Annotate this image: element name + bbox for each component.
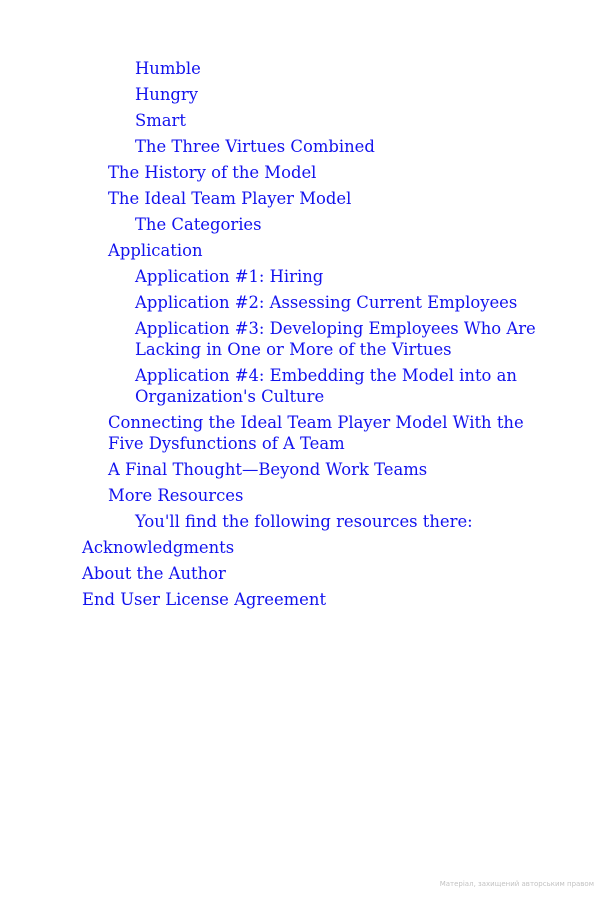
toc-item-ideal-team-player-model <box>0 188 600 209</box>
toc-link[interactable]: The Ideal Team Player Model <box>108 189 352 208</box>
toc-link[interactable]: Connecting the Ideal Team Player Model With the Five Dysfunctions of A Team <box>108 413 524 453</box>
toc-link[interactable]: You'll find the following resources there: <box>135 512 473 531</box>
toc-item-about-author <box>0 563 600 584</box>
toc-item-smart <box>0 110 600 131</box>
toc-link[interactable]: Application <box>108 241 203 260</box>
toc-link[interactable]: Application #1: Hiring <box>135 267 324 286</box>
toc-item-eula <box>0 589 600 610</box>
toc-link[interactable]: Hungry <box>135 85 198 104</box>
toc-item-acknowledgments <box>0 537 600 558</box>
toc-link[interactable]: Application #2: Assessing Current Employees <box>135 293 518 312</box>
toc-link[interactable]: The Categories <box>135 215 262 234</box>
toc-link[interactable]: Application #4: Embedding the Model into an Organization's Culture <box>135 366 517 406</box>
toc-item-application-1 <box>0 266 600 287</box>
toc-item-hungry <box>0 84 600 105</box>
toc-item-humble <box>0 58 600 79</box>
toc-link[interactable]: The History of the Model <box>108 163 317 182</box>
toc-item-application <box>0 240 600 261</box>
toc-item-categories <box>0 214 600 235</box>
table-of-contents <box>0 58 600 610</box>
toc-link[interactable]: About the Author <box>82 564 226 583</box>
toc-link[interactable]: Humble <box>135 59 201 78</box>
toc-item-history-of-model <box>0 162 600 183</box>
toc-link[interactable]: A Final Thought—Beyond Work Teams <box>108 460 428 479</box>
toc-link[interactable]: Acknowledgments <box>82 538 235 557</box>
toc-link[interactable]: End User License Agreement <box>82 590 327 609</box>
toc-link[interactable]: Smart <box>135 111 186 130</box>
toc-link[interactable]: Application #3: Developing Employees Who Are Lacking in One or More of the Virtues <box>135 319 536 359</box>
toc-item-following-resources <box>0 511 600 532</box>
toc-link[interactable]: The Three Virtues Combined <box>135 137 375 156</box>
toc-item-application-2 <box>0 292 600 313</box>
toc-item-application-4 <box>0 365 600 407</box>
toc-item-three-virtues-combined <box>0 136 600 157</box>
toc-item-final-thought <box>0 459 600 480</box>
toc-item-application-3 <box>0 318 600 360</box>
copyright-watermark: Матеріал, захищений авторським правом <box>439 880 594 888</box>
toc-item-more-resources <box>0 485 600 506</box>
toc-item-five-dysfunctions <box>0 412 600 454</box>
toc-link[interactable]: More Resources <box>108 486 244 505</box>
